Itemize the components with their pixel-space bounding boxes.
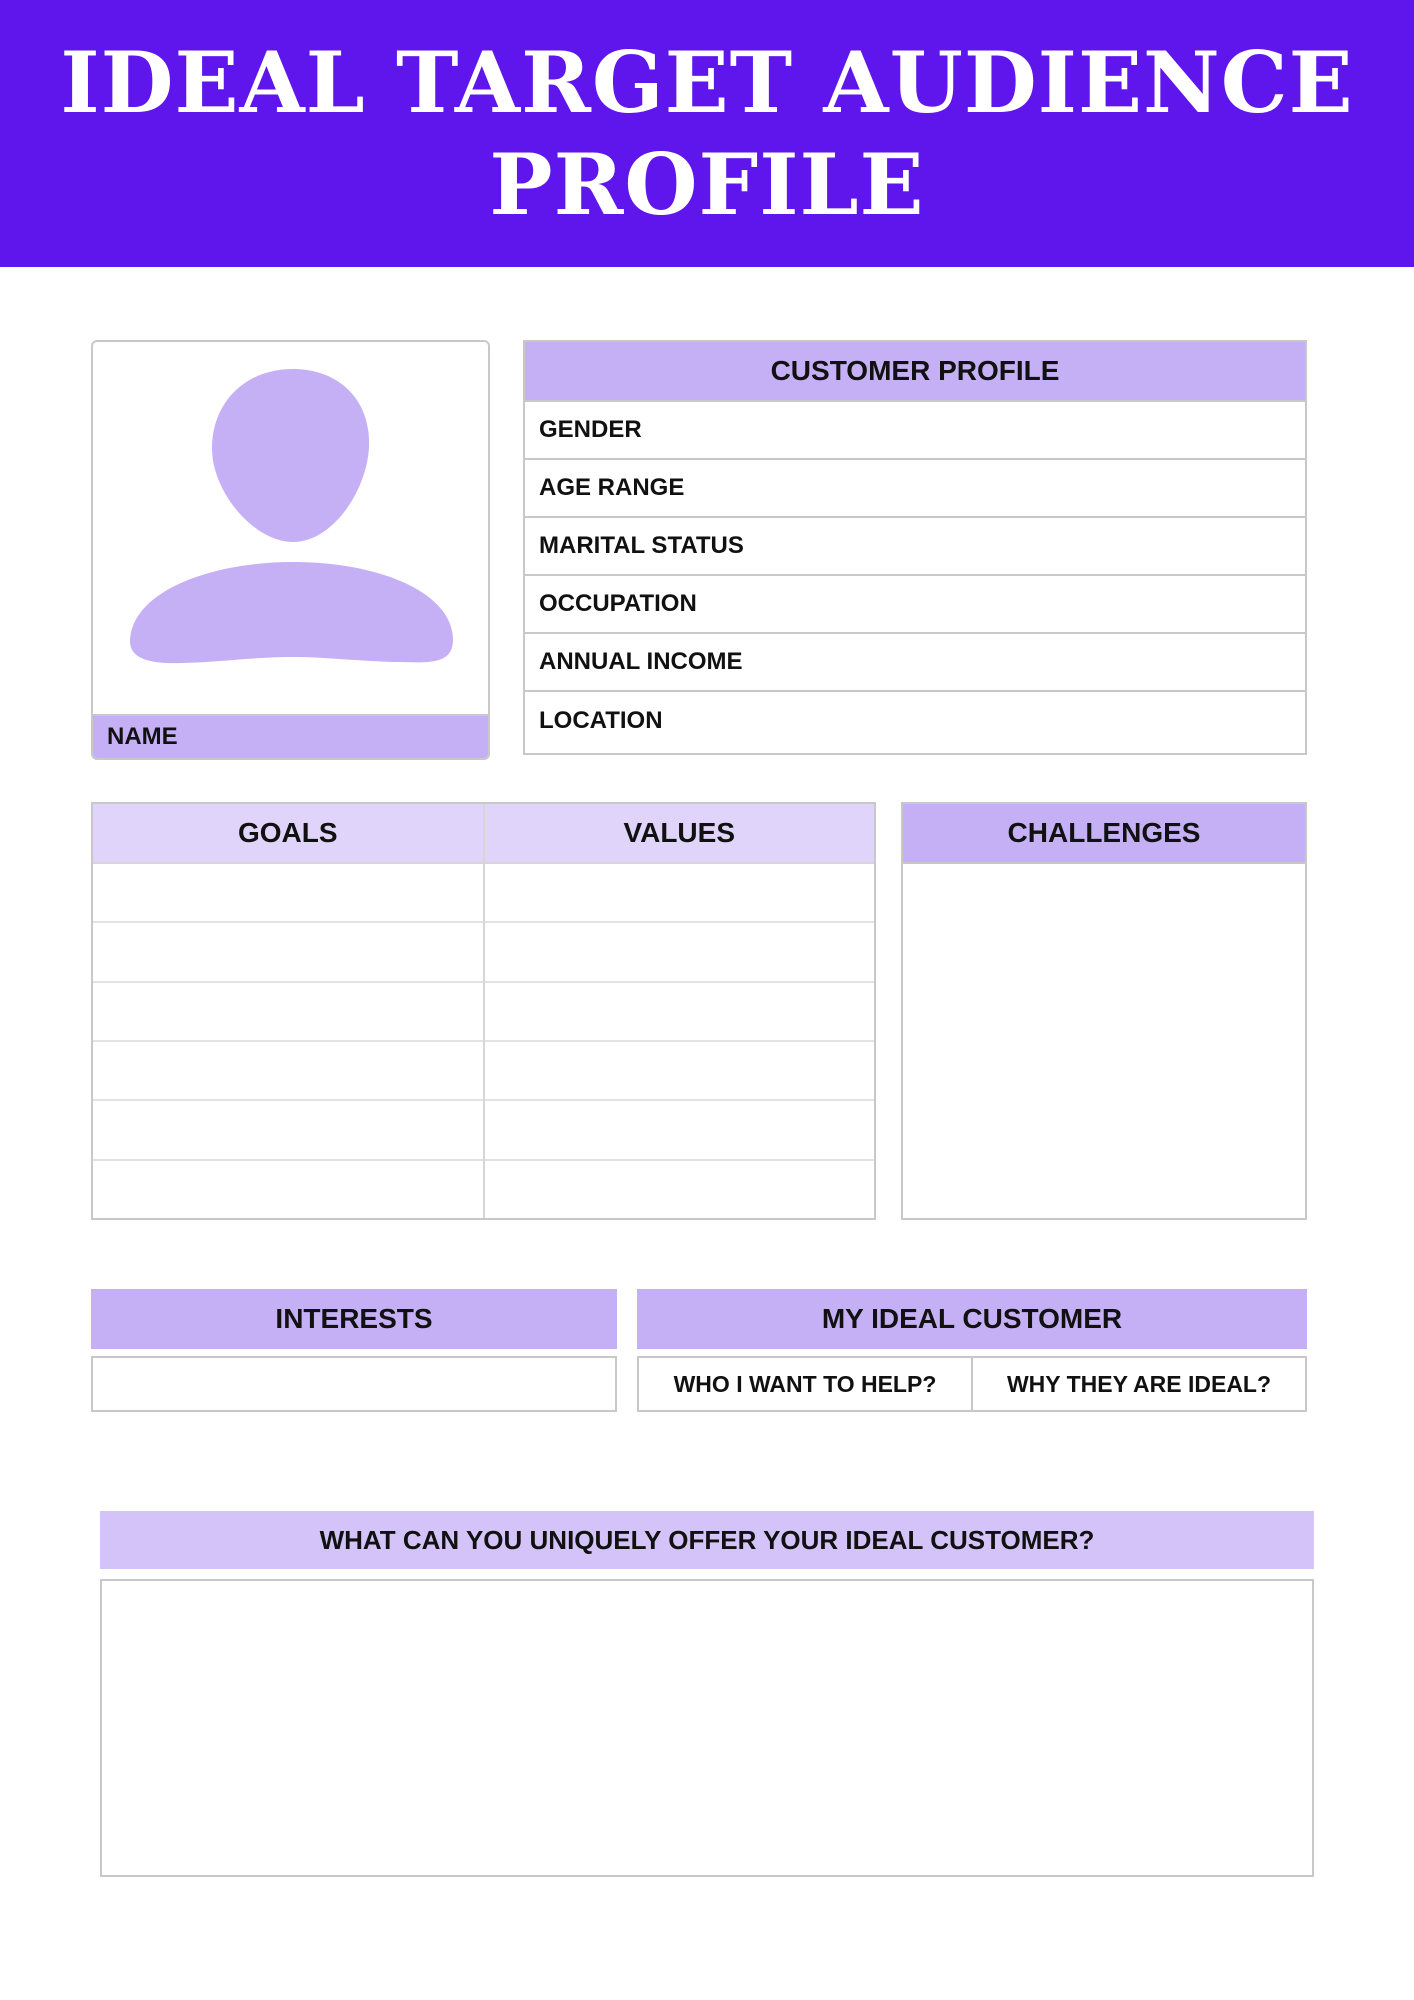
value-cell[interactable] (485, 983, 875, 1042)
challenges-header: CHALLENGES (903, 804, 1305, 864)
customer-profile-table (523, 340, 1307, 755)
avatar-body (130, 562, 453, 663)
goal-cell[interactable] (93, 864, 483, 923)
value-cell[interactable] (485, 864, 875, 923)
profile-label: AGE RANGE (539, 474, 685, 501)
ideal-customer-header: MY IDEAL CUSTOMER (637, 1289, 1307, 1349)
page-header (0, 0, 1414, 267)
profile-label: LOCATION (539, 707, 663, 734)
goal-cell[interactable] (93, 1101, 483, 1160)
page-title: IDEAL TARGET AUDIENCE PROFILE (60, 32, 1354, 234)
profile-row-occupation[interactable] (525, 576, 1305, 634)
challenges-box (901, 802, 1307, 1220)
goal-cell[interactable] (93, 983, 483, 1042)
goals-values-body (93, 864, 874, 1218)
interests-field[interactable] (91, 1356, 617, 1412)
values-header: VALUES (483, 804, 875, 862)
why-ideal-cell[interactable] (971, 1358, 1305, 1410)
goals-values-header (93, 804, 874, 864)
name-label: NAME (107, 723, 178, 750)
offer-field[interactable] (100, 1579, 1314, 1877)
profile-label: OCCUPATION (539, 590, 697, 617)
interests-header: INTERESTS (91, 1289, 617, 1349)
value-cell[interactable] (485, 1161, 875, 1218)
goal-cell[interactable] (93, 923, 483, 982)
goals-column (93, 864, 483, 1218)
profile-row-location[interactable] (525, 692, 1305, 750)
value-cell[interactable] (485, 923, 875, 982)
who-to-help-label: WHO I WANT TO HELP? (673, 1370, 937, 1397)
goal-cell[interactable] (93, 1161, 483, 1218)
offer-header: WHAT CAN YOU UNIQUELY OFFER YOUR IDEAL CUSTOMER? (100, 1511, 1314, 1569)
challenges-content[interactable] (903, 864, 1305, 1216)
who-to-help-cell[interactable] (639, 1358, 971, 1410)
why-ideal-label: WHY THEY ARE IDEAL? (1006, 1370, 1272, 1397)
values-column (483, 864, 875, 1218)
ideal-customer-row (637, 1356, 1307, 1412)
profile-label: ANNUAL INCOME (539, 648, 743, 675)
profile-row-annual-income[interactable] (525, 634, 1305, 692)
name-bar[interactable] (93, 714, 488, 758)
photo-card (91, 340, 490, 760)
profile-row-marital-status[interactable] (525, 518, 1305, 576)
user-avatar-icon (93, 342, 490, 760)
goals-header: GOALS (237, 817, 338, 848)
value-cell[interactable] (485, 1101, 875, 1160)
value-cell[interactable] (485, 1042, 875, 1101)
profile-row-age-range[interactable] (525, 460, 1305, 518)
avatar-head (212, 369, 369, 542)
goal-cell[interactable] (93, 1042, 483, 1101)
goals-values-table (91, 802, 876, 1220)
profile-row-gender[interactable] (525, 402, 1305, 460)
profile-label: MARITAL STATUS (539, 532, 744, 559)
profile-label: GENDER (539, 416, 642, 443)
customer-profile-header: CUSTOMER PROFILE (525, 342, 1305, 402)
